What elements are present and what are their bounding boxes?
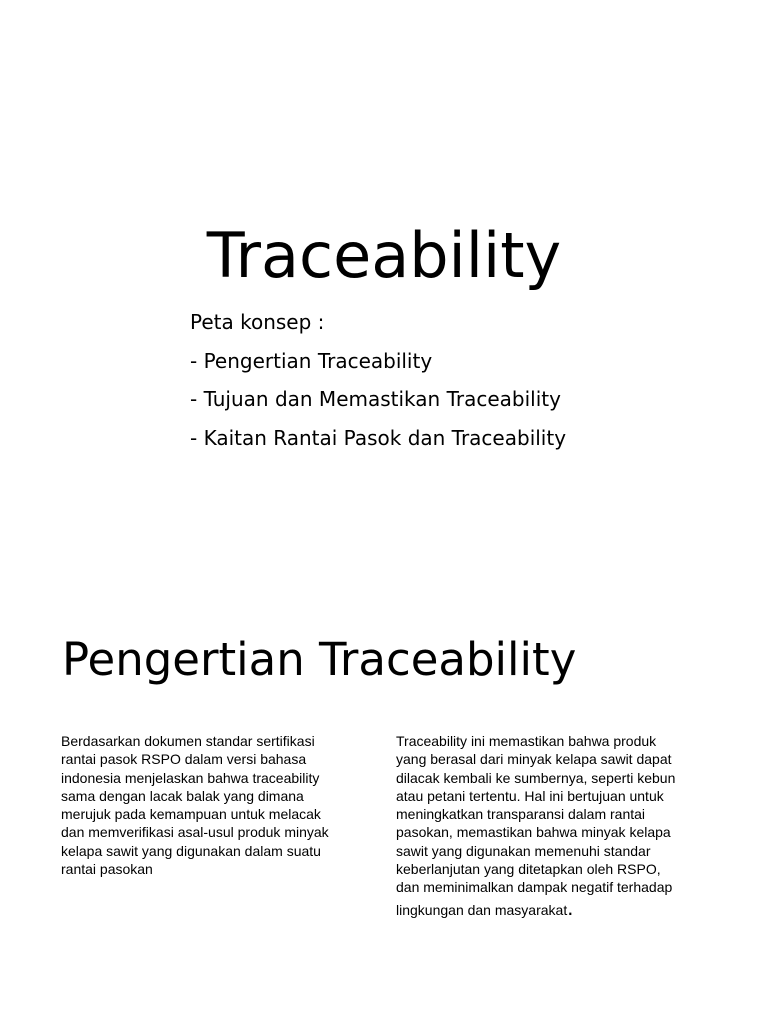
paragraph-line: dan memverifikasi asal-usul produk minyak	[61, 824, 329, 841]
paragraph-line: Traceability ini memastikan bahwa produk	[396, 733, 657, 749]
paragraph-line: Berdasarkan dokumen standar sertifikasi	[61, 733, 315, 749]
paragraph-line: keberlanjutan yang ditetapkan oleh RSPO,	[396, 861, 661, 878]
paragraph-line: meningkatkan transparansi dalam rantai	[396, 806, 646, 823]
paragraph-line: dilacak kembali ke sumbernya, seperti kebun	[396, 769, 676, 786]
paragraph-line: atau petani tertentu. Hal ini bertujuan untuk	[396, 787, 664, 804]
paragraph-line: kelapa sawit yang digunakan dalam suatu	[61, 842, 321, 859]
paragraph-line: rantai pasokan	[61, 861, 153, 878]
concept-item-kaitan: - Kaitan Rantai Pasok dan Traceability	[190, 425, 567, 450]
paragraph-line: pasokan, memastikan bahwa minyak kelapa	[396, 824, 671, 841]
concept-item-tujuan: - Tujuan dan Memastikan Traceability	[190, 387, 561, 411]
paragraph-last-line-text: lingkungan dan masyarakat	[396, 901, 568, 918]
concept-map-list	[190, 305, 566, 459]
paragraph-period: .	[567, 894, 574, 920]
concept-item-pengertian: - Pengertian Traceability	[190, 348, 433, 373]
right-paragraph	[396, 732, 716, 919]
paragraph-line: yang berasal dari minyak kelapa sawit dapat	[396, 751, 672, 768]
slide-title: Traceability	[206, 219, 562, 292]
concept-map-heading: Peta konsep :	[190, 310, 325, 334]
paragraph-line: sawit yang digunakan memenuhi standar	[396, 842, 651, 859]
paragraph-line: sama dengan lacak balak yang dimana	[61, 787, 304, 804]
section-title: Pengertian Traceability	[62, 633, 577, 686]
paragraph-line: indonesia menjelaskan bahwa traceability	[61, 769, 320, 786]
paragraph-line: merujuk pada kemampuan untuk melacak	[61, 806, 321, 823]
paragraph-line: dan meminimalkan dampak negatif terhadap	[396, 879, 673, 896]
paragraph-line: rantai pasok RSPO dalam versi bahasa	[61, 751, 307, 768]
left-paragraph	[61, 732, 361, 878]
paragraph-last-line	[396, 894, 716, 920]
